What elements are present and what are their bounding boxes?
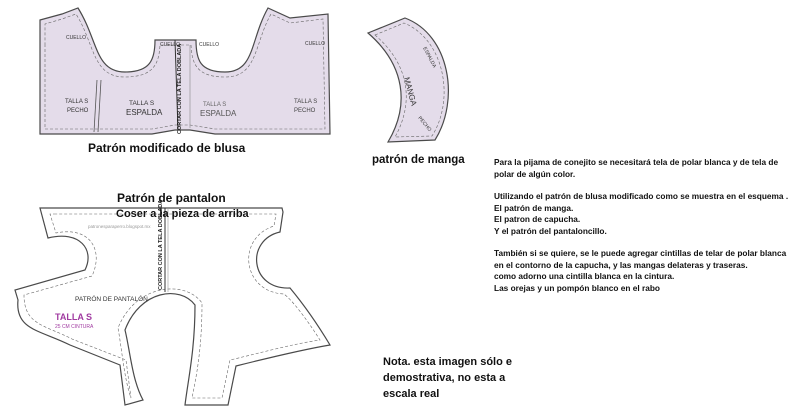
pants-fold-label: CORTAR CON LA TELA DOBLADA bbox=[158, 199, 164, 290]
pants-watermark: patronesparaperro.blogspot.mx bbox=[88, 224, 151, 229]
pants-outer-shape bbox=[15, 208, 330, 405]
sleeve-title: MANGA bbox=[402, 76, 419, 107]
scale-note-line: Nota. esta imagen sólo e bbox=[383, 356, 512, 368]
sleeve-bottom-label: PECHO bbox=[416, 115, 433, 133]
pants-size-label: TALLA S bbox=[55, 312, 92, 322]
blouse-fold-label: CORTAR CON LA TELA DOBLADA bbox=[177, 43, 183, 134]
sleeve-pattern bbox=[368, 18, 448, 142]
pants-caption: Patrón de pantalon bbox=[117, 191, 226, 205]
pants-pattern bbox=[15, 200, 330, 405]
blouse-neck-label-center: CUELLO bbox=[160, 42, 181, 48]
blouse-neck-label-left: CUELLO bbox=[66, 35, 87, 41]
blouse-back-right-piece: ESPALDA bbox=[200, 109, 237, 118]
pants-waist-label: 25 CM CINTURA bbox=[55, 324, 94, 330]
sleeve-caption: patrón de manga bbox=[372, 154, 465, 166]
instructions-paragraph-extras bbox=[494, 248, 794, 294]
pants-sew-note: Coser a la pieza de arriba bbox=[116, 208, 249, 220]
blouse-front-right-piece: PECHO bbox=[294, 108, 316, 114]
blouse-back-right-size: TALLA S bbox=[203, 102, 227, 108]
blouse-back-left-piece: ESPALDA bbox=[126, 108, 163, 117]
blouse-back-left-size: TALLA S bbox=[129, 100, 155, 107]
blouse-pattern bbox=[40, 8, 330, 134]
blouse-neck-label-right: CUELLO bbox=[305, 41, 326, 47]
instructions-text bbox=[494, 157, 794, 305]
instructions-line: Y el patrón del pantaloncillo. bbox=[494, 225, 607, 236]
blouse-front-left-size: TALLA S bbox=[65, 99, 89, 105]
instructions-paragraph-patterns bbox=[494, 191, 794, 237]
sleeve-top-label: ESPALDA bbox=[421, 46, 438, 69]
blouse-front-left-piece: PECHO bbox=[67, 108, 89, 114]
instructions-line: Las orejas y un pompón blanco en el rabo bbox=[494, 282, 660, 293]
blouse-caption: Patrón modificado de blusa bbox=[88, 141, 246, 155]
instructions-line: El patrón de manga. bbox=[494, 202, 574, 213]
blouse-front-right-size: TALLA S bbox=[294, 99, 318, 105]
instructions-line: El patron de capucha. bbox=[494, 214, 581, 224]
scale-note-line: demostrativa, no esta a bbox=[383, 372, 506, 384]
instructions-line: También si se quiere, se le puede agregar cintillas de telar de polar blanca en el contorno de la capucha, y las mangas delateras y traseras. bbox=[494, 248, 787, 270]
pants-piece-label: PATRÓN DE PANTALÓN bbox=[75, 296, 148, 303]
blouse-neck-label-center-right: CUELLO bbox=[199, 42, 220, 48]
instructions-paragraph-materials: Para la pijama de conejito se necesitará tela de polar blanca y de tela de polar de algún color. bbox=[494, 157, 779, 179]
scale-note-line: escala real bbox=[383, 388, 440, 400]
scale-note bbox=[383, 354, 512, 402]
instructions-line: como adorno una cintilla blanca en la cintura. bbox=[494, 271, 675, 281]
instructions-line: Utilizando el patrón de blusa modificado como se muestra en el esquema . bbox=[494, 191, 789, 201]
blouse-outer-shape bbox=[40, 8, 330, 134]
